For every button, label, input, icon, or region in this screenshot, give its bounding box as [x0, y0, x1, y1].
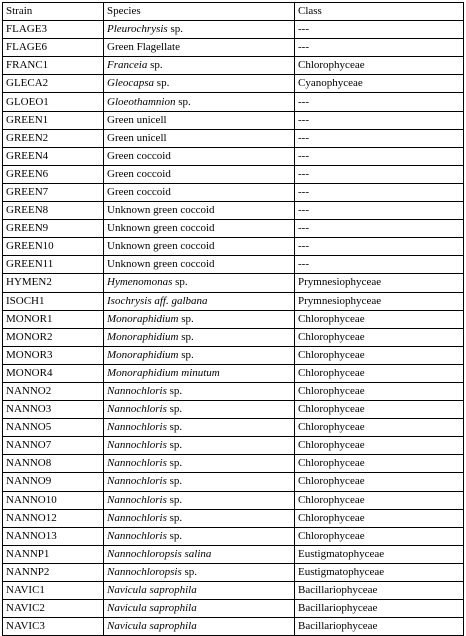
species-text: sp. — [172, 276, 188, 289]
species-cell — [104, 238, 295, 256]
species-text: sp. — [181, 565, 198, 578]
species-name-italic: Navicula saprophila — [107, 620, 197, 633]
strain-cell: NAVIC3 — [3, 618, 104, 636]
species-name-italic: Nannochloris — [107, 529, 167, 542]
header-class: Class — [295, 3, 464, 21]
table-row — [3, 563, 464, 581]
table-row — [3, 509, 464, 527]
table-row — [3, 600, 464, 618]
species-cell — [104, 346, 295, 364]
species-text: Unknown green coccoid — [107, 204, 215, 217]
table-row — [3, 220, 464, 238]
class-cell: Bacillariophyceae — [295, 582, 464, 600]
species-cell — [104, 545, 295, 563]
species-cell — [104, 509, 295, 527]
class-cell: Chlorophyceae — [295, 346, 464, 364]
table-row — [3, 129, 464, 147]
class-cell: Eustigmatophyceae — [295, 563, 464, 581]
table-row — [3, 147, 464, 165]
class-cell: --- — [295, 256, 464, 274]
species-text: Unknown green coccoid — [107, 258, 215, 271]
table-row — [3, 346, 464, 364]
strain-cell: GLOEO1 — [3, 93, 104, 111]
species-name-italic: Navicula saprophila — [107, 602, 197, 615]
species-text: sp. — [166, 493, 183, 506]
species-cell — [104, 202, 295, 220]
species-text: sp. — [167, 23, 183, 36]
species-text: Green unicell — [107, 113, 167, 126]
species-text: sp. — [175, 95, 191, 108]
class-cell: Prymnesiophyceae — [295, 274, 464, 292]
species-cell — [104, 527, 295, 545]
strain-table — [2, 2, 464, 636]
species-cell — [104, 401, 295, 419]
class-cell: Chlorophyceae — [295, 437, 464, 455]
species-cell — [104, 437, 295, 455]
species-cell — [104, 111, 295, 129]
class-cell: --- — [295, 220, 464, 238]
species-cell — [104, 39, 295, 57]
species-name-italic: Navicula saprophila — [107, 584, 197, 597]
species-cell — [104, 274, 295, 292]
species-cell — [104, 419, 295, 437]
table-row — [3, 75, 464, 93]
species-text: sp. — [147, 59, 163, 72]
species-name-italic: Pleurochrysis — [107, 23, 168, 36]
species-cell — [104, 183, 295, 201]
class-cell: --- — [295, 147, 464, 165]
table-row — [3, 256, 464, 274]
species-cell — [104, 491, 295, 509]
strain-cell: NANNO3 — [3, 401, 104, 419]
species-cell — [104, 473, 295, 491]
strain-cell: NANNO10 — [3, 491, 104, 509]
strain-cell: FLAGE6 — [3, 39, 104, 57]
species-name-italic: Nannochloris — [107, 439, 167, 452]
strain-cell: NANNO9 — [3, 473, 104, 491]
table-row — [3, 183, 464, 201]
table-row — [3, 437, 464, 455]
species-name-italic: Nannochloropsis salina — [107, 547, 212, 560]
species-name-italic: Nannochloris — [107, 475, 167, 488]
table-row — [3, 274, 464, 292]
species-name-italic: Gloeothamnion — [107, 95, 176, 108]
table-row — [3, 527, 464, 545]
strain-cell: MONOR4 — [3, 364, 104, 382]
species-text: Green coccoid — [107, 149, 171, 162]
table-row — [3, 57, 464, 75]
species-name-italic: Gleocapsa — [107, 77, 155, 90]
species-name-italic: Monoraphidium — [107, 348, 179, 361]
species-text: sp. — [166, 439, 183, 452]
table-row — [3, 582, 464, 600]
species-text: sp. — [166, 457, 183, 470]
header-row — [3, 3, 464, 21]
table-row — [3, 328, 464, 346]
species-name-italic: Nannochloris — [107, 385, 167, 398]
species-cell — [104, 600, 295, 618]
strain-cell: NANNO5 — [3, 419, 104, 437]
class-cell: Chlorophyceae — [295, 455, 464, 473]
species-name-italic: Monoraphidium — [107, 312, 179, 325]
strain-cell: MONOR2 — [3, 328, 104, 346]
species-cell — [104, 455, 295, 473]
class-cell: Eustigmatophyceae — [295, 545, 464, 563]
strain-cell: GREEN11 — [3, 256, 104, 274]
species-text: sp. — [166, 421, 183, 434]
strain-cell: GREEN6 — [3, 165, 104, 183]
species-text: Green coccoid — [107, 185, 171, 198]
strain-cell: NANNO13 — [3, 527, 104, 545]
species-cell — [104, 382, 295, 400]
class-cell: Chlorophyceae — [295, 509, 464, 527]
species-cell — [104, 310, 295, 328]
species-cell — [104, 618, 295, 636]
table-row — [3, 618, 464, 636]
table-row — [3, 382, 464, 400]
class-cell: Prymnesiophyceae — [295, 292, 464, 310]
class-cell: --- — [295, 93, 464, 111]
class-cell: Chlorophyceae — [295, 491, 464, 509]
table-row — [3, 455, 464, 473]
species-cell — [104, 328, 295, 346]
strain-cell: GREEN7 — [3, 183, 104, 201]
class-cell: Cyanophyceae — [295, 75, 464, 93]
species-text: sp. — [178, 330, 194, 343]
table-row — [3, 292, 464, 310]
species-text: Green Flagellate — [107, 41, 180, 54]
species-cell — [104, 364, 295, 382]
species-cell — [104, 220, 295, 238]
species-name-italic: Isochrysis aff. galbana — [107, 294, 208, 307]
strain-cell: NANNO2 — [3, 382, 104, 400]
species-text: Unknown green coccoid — [107, 240, 215, 253]
class-cell: Chlorophyceae — [295, 473, 464, 491]
strain-cell: NANNP2 — [3, 563, 104, 581]
species-name-italic: Franceia — [107, 59, 148, 72]
species-name-italic: Nannochloris — [107, 403, 167, 416]
species-cell — [104, 147, 295, 165]
species-cell — [104, 129, 295, 147]
strain-cell: FLAGE3 — [3, 21, 104, 39]
species-text: Green coccoid — [107, 167, 171, 180]
species-name-italic: Monoraphidium — [107, 330, 179, 343]
strain-cell: GREEN10 — [3, 238, 104, 256]
class-cell: Chlorophyceae — [295, 527, 464, 545]
species-text: Unknown green coccoid — [107, 222, 215, 235]
species-text: sp. — [166, 385, 183, 398]
species-text: sp. — [166, 529, 183, 542]
class-cell: Chlorophyceae — [295, 57, 464, 75]
species-cell — [104, 292, 295, 310]
class-cell: --- — [295, 238, 464, 256]
strain-cell: GREEN1 — [3, 111, 104, 129]
class-cell: --- — [295, 183, 464, 201]
species-text: Green unicell — [107, 131, 167, 144]
strain-cell: NANNP1 — [3, 545, 104, 563]
species-text: sp. — [178, 312, 194, 325]
table-row — [3, 310, 464, 328]
species-cell — [104, 21, 295, 39]
class-cell: Chlorophyceae — [295, 401, 464, 419]
table-row — [3, 364, 464, 382]
strain-cell: NAVIC2 — [3, 600, 104, 618]
species-text: sp. — [154, 77, 170, 90]
table-row — [3, 419, 464, 437]
species-name-italic: Nannochloris — [107, 457, 167, 470]
table-row — [3, 93, 464, 111]
species-name-italic: Nannochloropsis — [107, 565, 182, 578]
table-row — [3, 165, 464, 183]
header-strain: Strain — [3, 3, 104, 21]
table-row — [3, 21, 464, 39]
species-cell — [104, 165, 295, 183]
species-cell — [104, 75, 295, 93]
table-row — [3, 202, 464, 220]
strain-cell: GREEN9 — [3, 220, 104, 238]
species-cell — [104, 256, 295, 274]
class-cell: --- — [295, 202, 464, 220]
header-species: Species — [104, 3, 295, 21]
table-row — [3, 39, 464, 57]
strain-cell: NANNO7 — [3, 437, 104, 455]
table-row — [3, 111, 464, 129]
class-cell: Chlorophyceae — [295, 310, 464, 328]
species-text: sp. — [166, 475, 183, 488]
strain-cell: GLECA2 — [3, 75, 104, 93]
class-cell: Chlorophyceae — [295, 364, 464, 382]
strain-cell: NANNO8 — [3, 455, 104, 473]
class-cell: --- — [295, 111, 464, 129]
strain-cell: GREEN4 — [3, 147, 104, 165]
class-cell: --- — [295, 165, 464, 183]
class-cell: --- — [295, 39, 464, 57]
class-cell: --- — [295, 129, 464, 147]
table-row — [3, 401, 464, 419]
strain-cell: HYMEN2 — [3, 274, 104, 292]
species-text: sp. — [166, 511, 183, 524]
species-cell — [104, 563, 295, 581]
species-text: sp. — [178, 348, 194, 361]
species-cell — [104, 582, 295, 600]
table-row — [3, 545, 464, 563]
class-cell: Bacillariophyceae — [295, 600, 464, 618]
table-row — [3, 238, 464, 256]
strain-cell: MONOR3 — [3, 346, 104, 364]
species-name-italic: Nannochloris — [107, 511, 167, 524]
species-name-italic: Hymenomonas — [107, 276, 173, 289]
strain-cell: FRANC1 — [3, 57, 104, 75]
strain-cell: GREEN2 — [3, 129, 104, 147]
table-row — [3, 491, 464, 509]
species-cell — [104, 93, 295, 111]
table-body — [3, 21, 464, 636]
species-name-italic: Nannochloris — [107, 493, 167, 506]
table-row — [3, 473, 464, 491]
class-cell: Chlorophyceae — [295, 328, 464, 346]
class-cell: Chlorophyceae — [295, 419, 464, 437]
species-cell — [104, 57, 295, 75]
class-cell: --- — [295, 21, 464, 39]
strain-cell: GREEN8 — [3, 202, 104, 220]
species-name-italic: Nannochloris — [107, 421, 167, 434]
strain-cell: NANNO12 — [3, 509, 104, 527]
class-cell: Bacillariophyceae — [295, 618, 464, 636]
species-text: sp. — [166, 403, 183, 416]
strain-cell: NAVIC1 — [3, 582, 104, 600]
species-name-italic: Monoraphidium minutum — [107, 366, 220, 379]
class-cell: Chlorophyceae — [295, 382, 464, 400]
strain-cell: ISOCH1 — [3, 292, 104, 310]
table-header — [3, 3, 464, 21]
strain-cell: MONOR1 — [3, 310, 104, 328]
